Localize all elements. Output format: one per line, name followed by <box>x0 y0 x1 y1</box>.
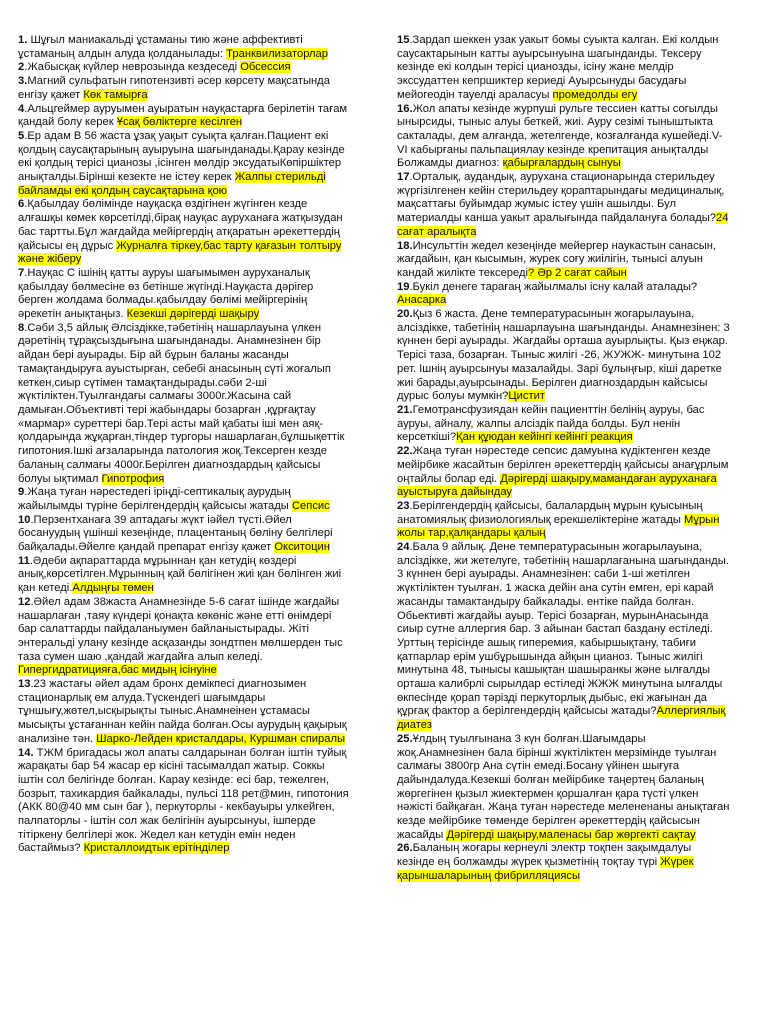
question-text: .Сәби 3,5 айлық Әлсіздікке,тәбетінің нашарлауына үлкен дәретінің тұрақсыздығына шағынданады. Анамнезінен бір айдан бері ауырады. Бір ай бұрын баланы жасанды тамақтандыруға ауыстырған, себебі анасының сүті жоғалып кеткен,сиыр сүтімен тамақтандырады.сәби 2-ші жүктіліктен.Туылғандағы салмағы 3000г.Жасына сай дамыған.Объективті тері жабындары бозарған ,құрғақтау «мармар» суреттері бар.Тері асты май қабаты іші мен аяқ-қолдарында жұқарған,тіндер тургоры нашарлаған,бұлшықеттік гипотония.Ішкі ағзаларында патология жоқ.Тексерген кезде баланың салмағы 4000г.Берілген диагноздардың қайсысы болуы ықтимал <box>18 321 345 485</box>
question-text: Жол апаты кезінде журпуші рульге тессиен катты согылды ынырсиды, тыныс алуы беткей, жиі. Ауру сезімі тыныштыкта сакталады, дем алғанда, жетелгенде, козғалғанда кушейеді.V-VI кабырғаны пальпациялау кезінде крепитация анықталды Болжамды диагноз: <box>397 102 723 170</box>
question-text: Ұлдың туылғынана 3 күн болған.Шағымдары жоқ.Анамнезінен бала бірінші жүктіліктен мерзімінде туылған салмағы 3800гр Ана сүтін емеді.Босану үйінен шығуға дайындалуда.Кезекші болған мейірбике таңертең баланың жөргегінен қызыл жиектермен қоршалған қара түсті үлкен нәжісті байқаған. Жаңа туған нәрестеде мелененаны анықтаған кезде мейірбике төменде берілген әрекеттердің қайсысын жасайды <box>397 732 730 841</box>
highlighted-answer: Жалпы стерильді байламды екі қолдың саусақтарына қою <box>18 171 326 197</box>
question-number: 25. <box>397 732 413 745</box>
question-number: 8 <box>18 321 25 334</box>
highlighted-answer: Кезекші дәрігерді шақыру <box>126 308 260 321</box>
question-number: 26. <box>397 842 413 855</box>
question-text: .Жаңа туған нәрестедегі іріңді-септикалық аурудың жайылымды түріне берілгендердің қайсысы жатады <box>18 486 292 512</box>
highlighted-answer: промедолды егу <box>552 88 638 101</box>
question-text: .Әдеби ақпараттарда мұрыннан қан кетудің көздері анық,көрсетілген.Мұрынның қай бөлігінен жиі қан бөлінген жиі қан кетеді. <box>18 554 342 595</box>
highlighted-answer: Гипергидратицияға,бас мидың ісінуіне <box>18 664 217 677</box>
question-text: .Ер адам В 56 жаста ұзақ уақыт суықта қалған.Пациент екі қолдың саусақтарының ауыруына шағынданады.Қарау кезінде екі қолдың терісі цианозы ,ісінген мөлдір эксудатыКөпіршіктер анықталды.Бірінші кезекте не істеу керек <box>18 129 345 184</box>
highlighted-answer: Мұрын жолы тар,қалқандары қалың <box>397 513 720 540</box>
question-item <box>397 281 730 308</box>
highlighted-answer: Дәрігерді шақыру,маленасы бар жөргекті сақтау <box>446 828 696 841</box>
question-number: 12 <box>18 595 31 608</box>
question-number: 19 <box>397 280 410 293</box>
question-text: .Зардап шеккен узак уакыт бомы суыкта калган. Екі колдын саусактарынын катты ауырсынуына шагынданды. Тексеру кезінде екі колдын терісі цианозды, ісіну жане мелдір экссудаттен кепршиктер кериеді Ауырсынуды басудағы мейогеодін тауелді араласуы <box>397 34 719 101</box>
highlighted-answer: Сепсис <box>291 499 330 512</box>
highlighted-answer: Кристаллоидтык ерітінділер <box>83 842 230 855</box>
question-item <box>397 733 730 843</box>
question-item <box>18 486 351 513</box>
question-number: 16. <box>397 102 413 115</box>
highlighted-answer: Шарко-Лейден кристалдары, Куршман спиралы <box>96 732 346 745</box>
question-text: .Орталық, аудандық, аурухана стационарында стерильдеу жүргізілгенен кейін стерильдеу қораптарындағы медициналық, мақсаттағы буйымдар жумыс істеу үшін ашылды. Бул материалды канша уакыт аралығында пайдалануға болады? <box>397 171 725 225</box>
question-item <box>397 103 730 172</box>
question-text: Магний сульфатын гипотензивті әсер көрсету мақсатында енгізу қажет <box>18 75 330 101</box>
question-number: 18. <box>397 239 413 252</box>
question-number: 17 <box>397 171 410 184</box>
highlighted-answer: Окситоцин <box>274 541 330 554</box>
highlighted-answer: қабырғалардың сынуы <box>502 157 621 170</box>
highlighted-answer: Қан құюдан кейінгі кейінгі реакция <box>456 431 633 444</box>
question-text: .Науқас С ішінің қатты ауруы шағымымен ауруханалық қабылдау бөлмесіне өз бетінше жүгінді.Науқаста дәрігер берген жолдама болмады.қабылдау бөлімі мейіргерінің әрекетін анықтаңыз. <box>18 266 314 321</box>
question-number: 11 <box>18 554 30 567</box>
question-number: 1. <box>18 34 28 46</box>
highlighted-answer: Цистит <box>508 390 545 403</box>
highlighted-answer: ? Әр 2 сағат сайын <box>528 266 627 279</box>
question-item <box>18 34 351 61</box>
question-number: 9 <box>18 486 25 499</box>
question-number: 5 <box>18 129 25 142</box>
question-text: Қыз 6 жаста. Дене температурасынын жогарылауына, алсіздікке, табетінің нашарлауына шағынданды. Анамнезінен: 3 күннен бері ауырады. Жағдайы орташа ауырлықты. Қыз еңжар. Терісі таза, бозарған. Тыныс жилігі -26, ЖУЖЖ- минутына 102 рет. Ішнің ауырсынуы мазалайды. Зарі бұлыңғыр, кіші даретке жиі барады,ауырсынады. Берілген диагноздардын кайсысы дурыс болуы мумкін? <box>397 308 730 403</box>
highlighted-answer: Обсессия <box>240 61 291 74</box>
question-item <box>18 322 351 486</box>
question-number: 21. <box>397 403 413 416</box>
question-item <box>397 240 730 281</box>
highlighted-answer: Аллергиялық диатез <box>397 705 726 732</box>
question-number: 4 <box>18 102 25 115</box>
question-text: .Жабысқақ күйлер неврозында кездеседі <box>24 61 241 74</box>
question-text: Баланың жоғары кернеулі электр тоқпен зақымдалуы кезінде ең болжамды жүрек қызметінің тоқтау түрі <box>397 842 692 869</box>
question-item <box>18 555 351 596</box>
question-item <box>18 103 351 130</box>
question-item <box>18 514 351 555</box>
question-number: 6 <box>18 198 25 211</box>
question-text: .Букіл денеге тарағаң жайылмалы існу калай аталады? <box>409 280 698 293</box>
question-text: .Перзентханаға 39 аптадағы жүкт іәйел түсті.Әйел босануудың үшінші кезеңінде, плацентаның бөліну белгілері байқалады.Әйелге қандай препарат енгізу қажет <box>18 513 333 554</box>
question-text: .Әйел адам 38жаста Анамнезінде 5-6 сағат ішінде жағдайы нашарлаған ,таяу күндері қонақта көкөніс және етті өнімдері бар салаттарды пайдаланыумен байланыстырады. Жіті энтеральді улану кезінде асқазанды зондтпен мөлшерден тыс таза сумен шаю ,қандай жағдайға алып келеді. <box>18 595 343 663</box>
highlighted-answer: Жүрек қарыншаларының фибрилляциясы <box>397 856 694 882</box>
question-text: Инсульттін жедел кезеңінде мейергер наукастын санасын, жағдайын, қан кысымын, журек соғу жиілігін, тынысі алуын кандай жилікте тексереді <box>397 239 717 279</box>
question-text: .Қабылдау бөлімінде науқасқа өздігінен жүгінген кезде алғашқы көмек көрсетілді,бірақ науқас ауруханаға жатқызудан бас тартты.Бұл жағдайда мейіргердің атқаратын әрекеттердің қайсысы ең дұрыс <box>18 198 343 252</box>
highlighted-answer: Анасарка <box>397 294 447 307</box>
question-number: 24 <box>397 541 410 554</box>
right-column <box>397 34 730 1010</box>
highlighted-answer: Журналға тіркеу,бас тарту қағазын толтыру және жіберу <box>18 239 342 266</box>
question-number: 20. <box>397 308 413 321</box>
question-item <box>397 404 730 445</box>
highlighted-answer: Транквилизаторлар <box>226 47 328 60</box>
question-number: 7 <box>18 266 25 279</box>
question-item <box>18 678 351 747</box>
question-text: Шұғыл маниакальді ұстаманы тию және аффективті ұстаманың алдын алуда қолданылады: <box>18 34 303 60</box>
question-item <box>18 596 351 678</box>
question-item <box>18 130 351 199</box>
question-number: 14. <box>18 746 34 759</box>
question-item <box>397 34 730 103</box>
question-text: .23 жастағы әйел адам бронх демікпесі диагнозымен стационарлық ем алуда.Түскендегі шағымдары тұншығу,жөтел,ысқырықты тыныс.Анамнеінен ұстамасы мысықты ұстағаннан кейін пайда болған.Осы аурудың қақырық анализіне тән. <box>18 678 347 745</box>
question-text: Жаңа туған нәрестеде сепсис дамуына күдіктенген кезде мейірбике жасайтын берілген әрекеттердің қайсысы анағұрлым оңтайлы болар еді. <box>397 445 729 485</box>
question-number: 13 <box>18 678 31 691</box>
question-text: Гемотрансфузиядан кейін пациенттін белінің ауруы, бас ауруы, айналу, жалпы алсіздік пайда болды. Бул ненін керсеткіші? <box>397 403 705 444</box>
question-item <box>397 171 730 240</box>
question-item <box>18 198 351 267</box>
question-item <box>397 541 730 733</box>
highlighted-answer: Гипотрофия <box>101 472 165 485</box>
left-column <box>18 34 351 1010</box>
question-text: ТЖМ бригадасы жол апаты салдарынан болған іштін туйық жарақаты бар 54 жасар ер кісіні тасымалдап жатыр. Соккы іштін сол белігінде болған. Карау кезінде: есі бар, тежелген, бозрыт, тахикардия байкалады, пульсі 118 рет@мин, гипотония (АКК 80@40 мм сын бағ ), перкуторлы - кекбауыры улкейген, палпаторлы - іштін сол жак белігінін ауырсынуы, ішперде тітіркену белгілері жок. Жедел кан кетудін емін неден бастаймыз? <box>18 746 349 855</box>
highlighted-answer: Ұсақ бөліктерге кесілген <box>116 116 243 129</box>
highlighted-answer: Көк тамырға <box>83 88 148 101</box>
question-item <box>18 267 351 322</box>
question-item <box>397 308 730 404</box>
question-number: 23 <box>397 499 410 512</box>
question-item <box>397 500 730 541</box>
question-item <box>18 747 351 857</box>
question-text: .Берілгендердің қайсысы, балалардың мұрын қуысының анатомиялық физиологиялық ерекшеліктеріне жатады <box>397 499 703 526</box>
highlighted-answer: 24 сағат аралықта <box>397 212 729 238</box>
question-text: .Бала 9 айлық. Дене температурасынын жогарылауына, алсіздікке, жи жетелуге, тәбетінің нашарлағанына шағынданды. 3 күннен бері ауырады. Анамнезінен: саби 1-ші жетілген жүктіліктен туылған. 1 жаска дейін ана сутін емген, ері карай жасанды тамактандыру байкалады. ентіке пайда болған. Обьективті жағдайы ауыр. Терісі бозарған, мурынАнасында сиыр сутне аллергия бар. 3 айынан бастап баздану естіледі. Урттың терісінде ашық гиперемия, кабыршықтану, табиғи қатпарлар ерім ушбұрышында айқын цианоз. Тыныс жилігі минутына 48, тынысы кашықтан шашыранкы және ылғалды орташа калибрлі сырылдар естіледі ЖЖЖ минутына ылғалды өкпесінде қорап тәрізді перкуторлық дыбыс, екі жағынан да құрғақ фактор а берілгендердің қайсысы жатады? <box>397 541 729 718</box>
question-item <box>18 61 351 75</box>
question-number: 15 <box>397 34 410 46</box>
question-number: 2 <box>18 61 25 74</box>
question-item <box>397 842 730 883</box>
question-number: 10 <box>18 513 31 526</box>
highlighted-answer: Алдыңғы төмен <box>72 582 154 595</box>
document-page <box>18 34 730 1010</box>
highlighted-answer: Дәрігерді шақыру,мамандаған ауруханаға ауыстыруға дайындау <box>397 472 717 499</box>
question-number: 22. <box>397 445 413 458</box>
question-text: .Альцгеймер ауруымен ауыратын науқастарға берілетін тағам қандай болу керек <box>18 102 348 129</box>
question-item <box>18 75 351 102</box>
question-number: 3. <box>18 75 28 88</box>
question-item <box>397 445 730 500</box>
